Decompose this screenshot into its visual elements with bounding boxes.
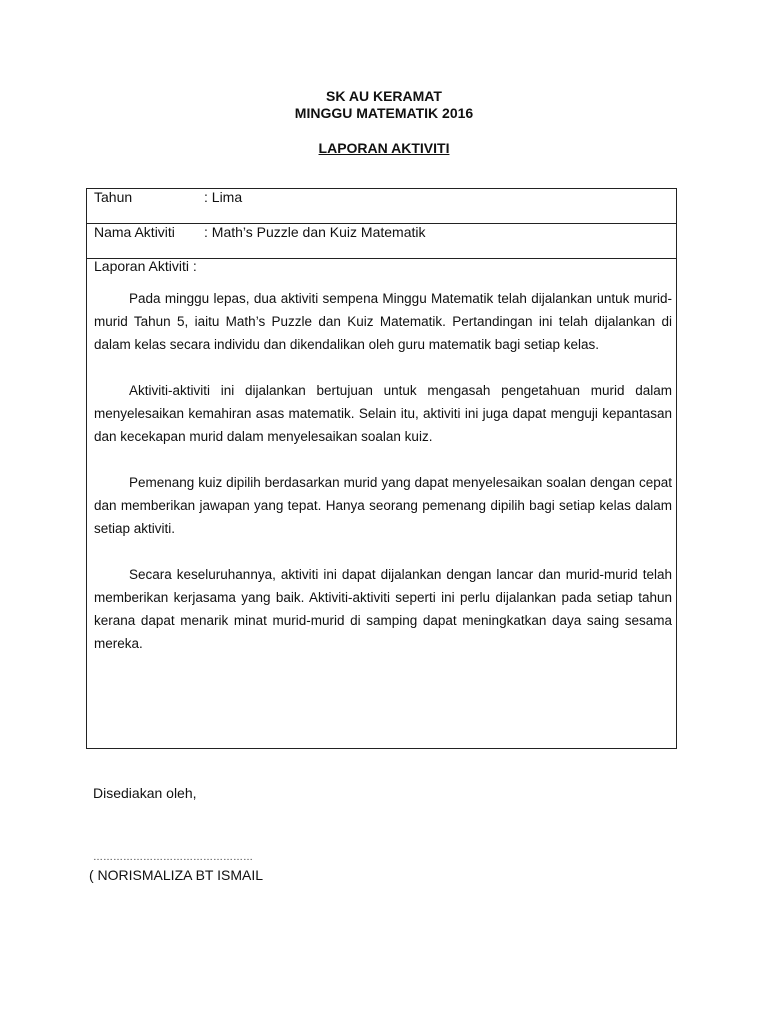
year-row [87,189,676,224]
report-title: LAPORAN AKTIVITI [318,140,450,156]
report-paragraph: Pada minggu lepas, dua aktiviti sempena Minggu Matematik telah dijalankan untuk murid-murid Tahun 5, iaitu Math’s Puzzle dan Kuiz Matematik. Pertandingan ini telah dijalankan di dalam kelas secara individu dan dikendalikan oleh guru matematik bagi setiap kelas. [94,291,672,352]
event-title: MINGGU MATEMATIK 2016 [294,105,474,121]
report-box [86,188,677,749]
activity-label: Nama Aktiviti [94,224,175,240]
signer-name: ( NORISMALIZA BT ISMAIL [89,867,264,883]
report-section-label: Laporan Aktiviti : [94,258,197,274]
report-paragraph: Aktiviti-aktiviti ini dijalankan bertujuan untuk mengasah pengetahuan murid dalam menyelesaikan kemahiran asas matematik. Selain itu, aktiviti ini juga dapat menguji kepantasan dan kecekapan murid dalam menyelesaikan soalan kuiz. [94,383,672,444]
report-body [94,287,672,678]
signature-line: ………………………………………… [93,852,253,863]
school-name: SK AU KERAMAT [326,88,442,104]
year-label: Tahun [94,189,133,205]
activity-row [87,224,676,259]
prepared-by-label: Disediakan oleh, [93,785,197,801]
report-paragraph: Secara keseluruhannya, aktiviti ini dapat dijalankan dengan lancar dan murid-murid telah memberikan kerjasama yang baik. Aktiviti-aktiviti seperti ini perlu dijalankan pada setiap tahun kerana dapat menarik minat murid-murid di samping dapat meningkatkan daya saing sesama mereka. [94,567,672,651]
report-paragraph: Pemenang kuiz dipilih berdasarkan murid yang dapat menyelesaikan soalan dengan cepat dan memberikan jawapan yang tepat. Hanya seorang pemenang dipilih bagi setiap kelas dalam setiap aktiviti. [94,475,672,536]
activity-value: : Math’s Puzzle dan Kuiz Matematik [204,224,426,240]
year-value: : Lima [204,189,243,205]
